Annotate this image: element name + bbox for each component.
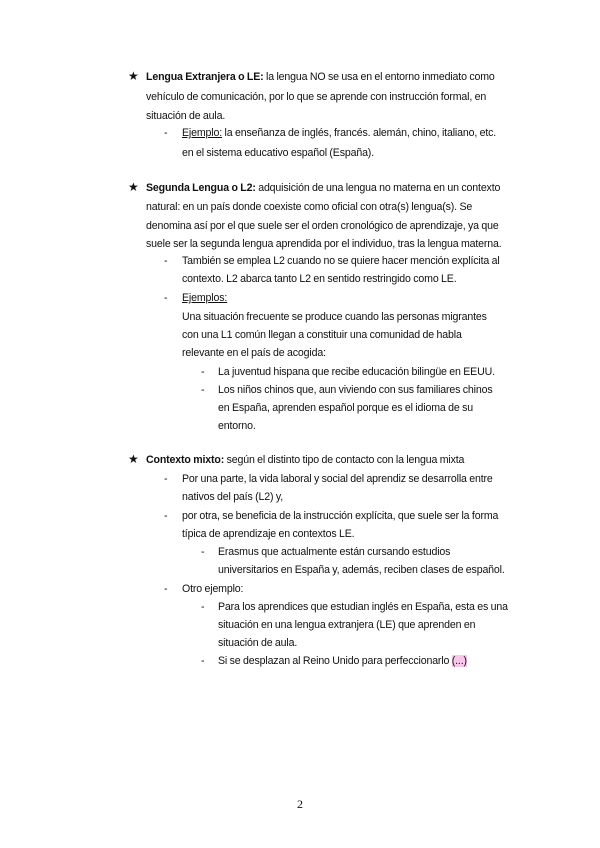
dash-bullet: - xyxy=(201,546,205,558)
dash-bullet: - xyxy=(164,473,168,485)
sub-bullet-line: Los niños chinos que, aun viviendo con sus familiares chinos xyxy=(218,384,493,396)
example-line: Ejemplo: la enseñanza de inglés, francés. alemán, chino, italiano, etc. xyxy=(182,127,497,139)
bullet-line: Otro ejemplo: xyxy=(182,583,244,595)
definition-line: denomina así por el que suele ser el orden cronológico de aprendizaje, ya que xyxy=(146,220,499,232)
definition-line: suele ser la segunda lengua aprendida por el individuo, tras la lengua materna. xyxy=(146,238,502,250)
examples-label: Ejemplos: xyxy=(182,292,228,304)
term-heading: Lengua Extranjera o LE: xyxy=(146,71,264,83)
definition-line: Lengua Extranjera o LE: la lengua NO se usa en el entorno inmediato como xyxy=(146,71,495,83)
sub-bullet-line: en España, aprenden español porque es el idioma de su xyxy=(218,402,473,414)
term-heading: Contexto mixto: xyxy=(146,454,225,466)
definition-line: natural: en un país donde coexiste como oficial con otra(s) lengua(s). Se xyxy=(146,201,473,213)
sub-bullet-line: universitarios en España y, además, reciben clases de español. xyxy=(218,564,505,576)
example-line: en el sistema educativo español (España). xyxy=(182,147,374,159)
examples-line: con una L1 común llegan a constituir una comunidad de habla xyxy=(182,329,462,341)
examples-line: relevante en el país de acogida: xyxy=(182,347,326,359)
star-bullet-icon: ★ xyxy=(128,69,139,83)
bullet-line: nativos del país (L2) y, xyxy=(182,491,283,503)
bullet-line: Por una parte, la vida laboral y social del aprendiz se desarrolla entre xyxy=(182,473,493,485)
sub-bullet-line: Para los aprendices que estudian inglés en España, esta es una xyxy=(218,601,508,613)
dash-bullet: - xyxy=(201,366,205,378)
sub-bullet-line: situación de aula. xyxy=(218,637,298,649)
term-heading: Segunda Lengua o L2: xyxy=(146,182,256,194)
sub-bullet-line: entorno. xyxy=(218,420,256,432)
examples-line: Una situación frecuente se produce cuando las personas migrantes xyxy=(182,311,487,323)
definition-line: Segunda Lengua o L2: adquisición de una lengua no materna en un contexto xyxy=(146,182,501,194)
bullet-line: típica de aprendizaje en contextos LE. xyxy=(182,528,355,540)
sub-bullet-line: Erasmus que actualmente están cursando estudios xyxy=(218,546,451,558)
dash-bullet: - xyxy=(164,510,168,522)
dash-bullet: - xyxy=(201,655,205,667)
dash-bullet: - xyxy=(164,292,168,304)
definition-line: vehículo de comunicación, por lo que se aprende con instrucción formal, en xyxy=(146,91,487,103)
sub-bullet-line: Si se desplazan al Reino Unido para perfeccionarlo (...) xyxy=(218,655,467,667)
star-bullet-icon: ★ xyxy=(128,452,139,466)
highlighted-ellipsis: (...) xyxy=(451,655,467,667)
star-bullet-icon: ★ xyxy=(128,180,139,194)
dash-bullet: - xyxy=(164,255,168,267)
bullet-line: También se emplea L2 cuando no se quiere hacer mención explícita al xyxy=(182,255,500,267)
example-label: Ejemplo: xyxy=(182,127,223,139)
dash-bullet: - xyxy=(164,127,168,139)
dash-bullet: - xyxy=(201,601,205,613)
bullet-line: contexto. L2 abarca tanto L2 en sentido restringido como LE. xyxy=(182,273,457,285)
dash-bullet: - xyxy=(201,384,205,396)
dash-bullet: - xyxy=(164,583,168,595)
sub-bullet-line: La juventud hispana que recibe educación bilingüe en EEUU. xyxy=(218,366,495,378)
definition-line: situación de aula. xyxy=(146,110,226,122)
bullet-line: por otra, se beneficia de la instrucción explícita, que suele ser la forma xyxy=(182,510,499,522)
definition-line: Contexto mixto: según el distinto tipo de contacto con la lengua mixta xyxy=(146,454,465,466)
sub-bullet-line: situación en una lengua extranjera (LE) que aprenden en xyxy=(218,619,476,631)
page-number: 2 xyxy=(297,797,303,811)
